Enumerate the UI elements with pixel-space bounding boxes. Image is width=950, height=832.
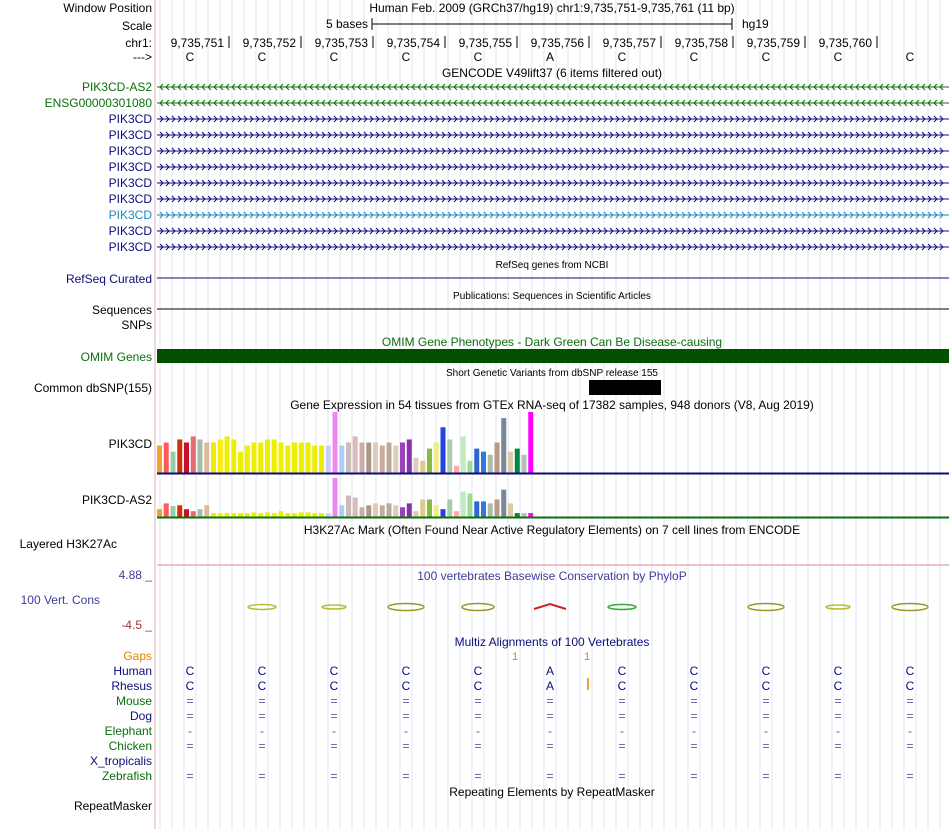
- gtex-tissue-bar[interactable]: [157, 446, 162, 473]
- strand-label: --->: [133, 50, 152, 64]
- alignment-base: C: [329, 664, 339, 678]
- gencode-transcript-label[interactable]: PIK3CD: [108, 192, 152, 206]
- gtex-tissue-bar[interactable]: [225, 513, 230, 517]
- gtex-expression-bars[interactable]: [157, 412, 949, 518]
- scale-bar: [372, 18, 732, 30]
- gtex-tissue-bar[interactable]: [387, 443, 392, 474]
- position-tick-label: 9,735,760: [818, 36, 872, 50]
- species-label[interactable]: Rhesus: [111, 679, 152, 693]
- alignment-base: =: [690, 694, 698, 708]
- position-tick-label: 9,735,753: [314, 36, 368, 50]
- position-tick-label: 9,735,755: [458, 36, 512, 50]
- gtex-tissue-bar[interactable]: [258, 513, 263, 517]
- h3k27ac-track-title: H3K27Ac Mark (Often Found Near Active Regulatory Elements) on 7 cell lines from ENCODE: [303, 523, 801, 537]
- alignment-base: =: [186, 739, 194, 753]
- gtex-tissue-bar[interactable]: [191, 511, 196, 517]
- position-tick-label: 9,735,756: [530, 36, 584, 50]
- gtex-tissue-bar[interactable]: [528, 412, 533, 473]
- gtex-tissue-bar[interactable]: [218, 439, 223, 473]
- gtex-tissue-bar[interactable]: [427, 499, 432, 517]
- alignment-base: C: [689, 679, 699, 693]
- gtex-tissue-bar[interactable]: [326, 513, 331, 517]
- gtex-tissue-bar[interactable]: [231, 513, 236, 517]
- gtex-tissue-bar[interactable]: [292, 513, 297, 517]
- alignment-base: =: [402, 769, 410, 783]
- gtex-tissue-bar[interactable]: [528, 513, 533, 517]
- species-label[interactable]: Elephant: [104, 724, 152, 738]
- dbsnp-variant[interactable]: [589, 380, 661, 395]
- gtex-tissue-bar[interactable]: [211, 513, 216, 517]
- gtex-tissue-bar[interactable]: [252, 512, 257, 517]
- gtex-tissue-bar[interactable]: [265, 439, 270, 473]
- gtex-tissue-bar[interactable]: [495, 443, 500, 474]
- gtex-tissue-bar[interactable]: [373, 443, 378, 474]
- gtex-tissue-bar[interactable]: [198, 509, 203, 517]
- base-letter: C: [473, 50, 483, 64]
- alignment-base: C: [401, 664, 411, 678]
- gencode-transcript-label[interactable]: PIK3CD: [108, 160, 152, 174]
- gtex-tissue-bar[interactable]: [366, 505, 371, 517]
- gencode-transcript-label[interactable]: PIK3CD: [108, 208, 152, 222]
- alignment-base: -: [404, 724, 408, 738]
- alignment-base: C: [689, 664, 699, 678]
- alignment-base: =: [186, 769, 194, 783]
- alignment-base: =: [546, 769, 554, 783]
- gtex-tissue-bar[interactable]: [306, 443, 311, 474]
- gencode-transcript-label[interactable]: PIK3CD: [108, 224, 152, 238]
- gtex-tissue-bar[interactable]: [285, 513, 290, 517]
- alignment-base: C: [761, 679, 771, 693]
- alignment-base: -: [836, 724, 840, 738]
- gtex-tissue-bar[interactable]: [312, 446, 317, 473]
- gtex-tissue-bar[interactable]: [177, 439, 182, 473]
- gtex-tissue-bar[interactable]: [258, 443, 263, 474]
- scale-db: hg19: [742, 17, 769, 31]
- alignment-base: A: [545, 679, 555, 693]
- position-tick-label: 9,735,752: [242, 36, 296, 50]
- gtex-tissue-bar[interactable]: [461, 436, 466, 473]
- species-label[interactable]: Human: [113, 664, 152, 678]
- gtex-tissue-bar[interactable]: [238, 452, 243, 473]
- alignment-base: -: [476, 724, 480, 738]
- gap-count-2: 1: [583, 651, 591, 663]
- alignment-base: =: [546, 694, 554, 708]
- base-letter: A: [545, 50, 555, 64]
- gtex-tissue-bar[interactable]: [488, 455, 493, 473]
- gtex-tissue-bar[interactable]: [407, 503, 412, 517]
- gtex-tissue-bar[interactable]: [522, 513, 527, 517]
- gtex-tissue-bar[interactable]: [393, 446, 398, 473]
- conservation-glyph: [388, 604, 424, 611]
- alignment-base: =: [618, 739, 626, 753]
- publications-track-label[interactable]: Sequences: [91, 303, 152, 317]
- gtex-tissue-bar[interactable]: [252, 443, 257, 474]
- conservation-glyph: [748, 604, 784, 611]
- gencode-transcript-label[interactable]: PIK3CD: [108, 112, 152, 126]
- gtex-tissue-bar[interactable]: [474, 449, 479, 473]
- conservation-glyph: [248, 605, 276, 610]
- base-sequence: [186, 50, 915, 64]
- alignment-base: =: [474, 709, 482, 723]
- alignment-base: =: [618, 709, 626, 723]
- gtex-tissue-bar[interactable]: [488, 503, 493, 517]
- gtex-tissue-bar[interactable]: [454, 511, 459, 517]
- gtex-track-title: Gene Expression in 54 tissues from GTEx RNA-seq of 17382 samples, 948 donors (V8, Aug 2019): [290, 398, 814, 412]
- gencode-transcript-label[interactable]: PIK3CD-AS2: [81, 80, 152, 94]
- gtex-tissue-bar[interactable]: [447, 499, 452, 517]
- gtex-tissue-bar[interactable]: [306, 512, 311, 517]
- conservation-min-label: -4.5 _: [121, 618, 152, 632]
- dbsnp-track-label[interactable]: Common dbSNP(155): [33, 381, 152, 395]
- gtex-tissue-bar[interactable]: [360, 443, 365, 474]
- alignment-base: C: [761, 664, 771, 678]
- species-label[interactable]: Zebrafish: [101, 769, 152, 783]
- gtex-tissue-bar[interactable]: [420, 461, 425, 473]
- gtex-tissue-bar[interactable]: [468, 494, 473, 517]
- gencode-transcript-label[interactable]: PIK3CD: [108, 144, 152, 158]
- alignment-base: C: [617, 679, 627, 693]
- gtex-tissue-bar[interactable]: [441, 509, 446, 517]
- repeatmasker-track-title: Repeating Elements by RepeatMasker: [449, 785, 655, 799]
- gtex-tissue-bar[interactable]: [204, 505, 209, 517]
- alignment-base: C: [473, 664, 483, 678]
- base-letter: C: [185, 50, 195, 64]
- gtex-tissue-bar[interactable]: [333, 478, 338, 517]
- gtex-tissue-bar[interactable]: [171, 506, 176, 517]
- species-label[interactable]: Dog: [129, 709, 152, 723]
- alignment-base: =: [402, 709, 410, 723]
- alignment-base: C: [473, 679, 483, 693]
- gtex-tissue-bar[interactable]: [225, 436, 230, 473]
- gtex-tissue-bar[interactable]: [454, 466, 459, 473]
- alignment-base: =: [258, 769, 266, 783]
- alignment-base: C: [401, 679, 411, 693]
- gtex-tissue-bar[interactable]: [198, 439, 203, 473]
- conservation-glyph: [826, 605, 850, 609]
- omim-track-title: OMIM Gene Phenotypes - Dark Green Can Be Disease-causing: [381, 335, 723, 349]
- gap-count-1: 1: [511, 651, 519, 663]
- gtex-tissue-bar[interactable]: [461, 492, 466, 517]
- gtex-tissue-bar[interactable]: [238, 513, 243, 517]
- gtex-tissue-bar[interactable]: [326, 446, 331, 473]
- gtex-tissue-bar[interactable]: [211, 443, 216, 474]
- base-letter: C: [905, 50, 915, 64]
- base-letter: C: [257, 50, 267, 64]
- alignment-base: A: [545, 664, 555, 678]
- base-letter: C: [689, 50, 699, 64]
- h3k27ac-track-label[interactable]: Layered H3K27Ac: [19, 537, 117, 551]
- conservation-glyph: [608, 605, 636, 610]
- assembly-position: Human Feb. 2009 (GRCh37/hg19) chr1:9,735,751-9,735,761 (11 bp): [369, 1, 735, 15]
- gtex-tissue-bar[interactable]: [400, 443, 405, 474]
- base-letter: C: [833, 50, 843, 64]
- alignment-base: =: [834, 694, 842, 708]
- gencode-track[interactable]: [45, 80, 949, 254]
- gtex-tissue-bar[interactable]: [353, 436, 358, 473]
- gtex-tissue-bar[interactable]: [501, 418, 506, 473]
- omim-track-label[interactable]: OMIM Genes: [80, 350, 152, 364]
- alignment-base: -: [764, 724, 768, 738]
- conservation-max-label: 4.88 _: [118, 568, 152, 582]
- gtex-tissue-bar[interactable]: [508, 503, 513, 517]
- snps-label[interactable]: SNPs: [121, 318, 152, 332]
- gtex-tissue-bar[interactable]: [414, 458, 419, 473]
- alignment-base: =: [762, 709, 770, 723]
- gtex-tissue-bar[interactable]: [272, 439, 277, 473]
- conservation-logo[interactable]: [248, 604, 928, 611]
- gtex-tissue-bar[interactable]: [468, 461, 473, 473]
- gtex-tissue-bar[interactable]: [414, 511, 419, 517]
- gtex-tissue-bar[interactable]: [481, 501, 486, 517]
- alignment-base: -: [260, 724, 264, 738]
- alignment-base: =: [474, 739, 482, 753]
- species-label[interactable]: Chicken: [108, 739, 152, 753]
- gtex-tissue-bar[interactable]: [177, 505, 182, 517]
- alignment-base: -: [908, 724, 912, 738]
- alignment-base: C: [257, 679, 267, 693]
- gtex-tissue-bar[interactable]: [171, 452, 176, 473]
- gtex-tissue-bar[interactable]: [292, 443, 297, 474]
- alignment-base: =: [258, 739, 266, 753]
- position-tick-label: 9,735,757: [602, 36, 656, 50]
- base-letter: C: [617, 50, 627, 64]
- conservation-glyph: [462, 604, 494, 611]
- gtex-tissue-bar[interactable]: [184, 509, 189, 517]
- gtex-tissue-bar[interactable]: [333, 412, 338, 473]
- gtex-tissue-bar[interactable]: [420, 499, 425, 517]
- alignment-base: =: [906, 709, 914, 723]
- gtex-tissue-bar[interactable]: [387, 503, 392, 517]
- gtex-tissue-bar[interactable]: [285, 446, 290, 473]
- conservation-glyph: [534, 604, 566, 609]
- alignment-base: C: [329, 679, 339, 693]
- gtex-tissue-bar[interactable]: [434, 505, 439, 517]
- alignment-base: =: [834, 769, 842, 783]
- position-tick-label: 9,735,751: [170, 36, 224, 50]
- gtex-tissue-bar[interactable]: [353, 498, 358, 518]
- gtex-tissue-bar[interactable]: [366, 443, 371, 474]
- gtex-tissue-bar[interactable]: [380, 446, 385, 473]
- gtex-tissue-bar[interactable]: [339, 446, 344, 473]
- gtex-tissue-bar[interactable]: [279, 443, 284, 474]
- alignment-base: =: [690, 769, 698, 783]
- base-letter: C: [329, 50, 339, 64]
- alignment-base: =: [330, 739, 338, 753]
- alignment-base: =: [906, 694, 914, 708]
- gencode-transcript-label[interactable]: PIK3CD: [108, 128, 152, 142]
- alignment-base: =: [330, 694, 338, 708]
- gtex-tissue-bar[interactable]: [299, 443, 304, 474]
- conservation-track-title: 100 vertebrates Basewise Conservation by PhyloP: [417, 569, 687, 583]
- alignment-base: =: [330, 769, 338, 783]
- alignment-base: =: [474, 694, 482, 708]
- gtex-tissue-bar[interactable]: [157, 509, 162, 517]
- refseq-track-title: RefSeq genes from NCBI: [495, 260, 609, 271]
- gtex-tissue-bar[interactable]: [164, 503, 169, 517]
- alignment-base: =: [906, 739, 914, 753]
- gtex-gene-label-1[interactable]: PIK3CD: [108, 437, 152, 451]
- gtex-tissue-bar[interactable]: [522, 455, 527, 473]
- dbsnp-track-title: Short Genetic Variants from dbSNP release 155: [446, 368, 658, 379]
- gtex-tissue-bar[interactable]: [400, 507, 405, 517]
- alignment-base: =: [762, 694, 770, 708]
- alignment-base: =: [762, 769, 770, 783]
- alignment-base: C: [833, 664, 843, 678]
- gtex-tissue-bar[interactable]: [393, 505, 398, 517]
- alignment-base: C: [185, 679, 195, 693]
- alignment-base: =: [186, 694, 194, 708]
- gtex-tissue-bar[interactable]: [346, 496, 351, 517]
- alignment-base: -: [620, 724, 624, 738]
- gtex-tissue-bar[interactable]: [360, 507, 365, 517]
- chrom-label: chr1:: [125, 36, 152, 50]
- scale-label: Scale: [121, 19, 152, 33]
- alignment-base: =: [762, 739, 770, 753]
- gtex-tissue-bar[interactable]: [191, 436, 196, 473]
- alignment-base: =: [906, 769, 914, 783]
- alignment-base: C: [617, 664, 627, 678]
- alignment-base: =: [258, 709, 266, 723]
- alignment-base: C: [257, 664, 267, 678]
- gtex-tissue-bar[interactable]: [474, 501, 479, 517]
- window-position-label: Window Position: [63, 1, 152, 15]
- gtex-tissue-bar[interactable]: [495, 499, 500, 517]
- base-letter: C: [401, 50, 411, 64]
- gtex-tissue-bar[interactable]: [427, 449, 432, 473]
- gtex-tissue-bar[interactable]: [515, 513, 520, 517]
- alignment-base: =: [834, 739, 842, 753]
- gtex-tissue-bar[interactable]: [184, 443, 189, 474]
- alignment-base: =: [330, 709, 338, 723]
- alignment-base: C: [185, 664, 195, 678]
- alignment-base: =: [546, 739, 554, 753]
- conservation-track-label[interactable]: 100 Vert. Cons: [20, 593, 100, 607]
- gtex-tissue-bar[interactable]: [231, 439, 236, 473]
- publications-track-title: Publications: Sequences in Scientific Articles: [453, 291, 651, 302]
- repeatmasker-track-label[interactable]: RepeatMasker: [73, 799, 152, 813]
- omim-gene-bar[interactable]: [157, 349, 949, 363]
- gtex-tissue-bar[interactable]: [339, 505, 344, 517]
- species-label[interactable]: X_tropicalis: [89, 754, 152, 768]
- gtex-tissue-bar[interactable]: [501, 490, 506, 517]
- alignment-base: =: [402, 694, 410, 708]
- gtex-tissue-bar[interactable]: [481, 452, 486, 473]
- gtex-tissue-bar[interactable]: [447, 439, 452, 473]
- gtex-tissue-bar[interactable]: [319, 446, 324, 473]
- gtex-tissue-bar[interactable]: [279, 511, 284, 517]
- alignment-base: =: [474, 769, 482, 783]
- gtex-tissue-bar[interactable]: [380, 505, 385, 517]
- gtex-tissue-bar[interactable]: [441, 427, 446, 473]
- gtex-tissue-bar[interactable]: [272, 513, 277, 517]
- gtex-tissue-bar[interactable]: [346, 443, 351, 474]
- alignment-base: C: [905, 664, 915, 678]
- gencode-track-title: GENCODE V49lift37 (6 items filtered out): [441, 66, 663, 80]
- gtex-tissue-bar[interactable]: [312, 513, 317, 517]
- alignment-base: C: [905, 679, 915, 693]
- gtex-tissue-bar[interactable]: [434, 443, 439, 474]
- alignment-base: =: [690, 709, 698, 723]
- position-tick-label: 9,735,754: [386, 36, 440, 50]
- gtex-tissue-bar[interactable]: [204, 443, 209, 474]
- gtex-tissue-bar[interactable]: [164, 443, 169, 474]
- refseq-track-label[interactable]: RefSeq Curated: [65, 272, 152, 286]
- alignment-base: =: [618, 694, 626, 708]
- species-label[interactable]: Mouse: [115, 694, 152, 708]
- position-tick-label: 9,735,759: [746, 36, 800, 50]
- alignment-base: =: [834, 709, 842, 723]
- conservation-glyph: [892, 604, 928, 611]
- multiz-track-title: Multiz Alignments of 100 Vertebrates: [454, 635, 650, 649]
- alignment-base: =: [546, 709, 554, 723]
- gtex-tissue-bar[interactable]: [299, 512, 304, 517]
- gtex-tissue-bar[interactable]: [407, 439, 412, 473]
- gtex-tissue-bar[interactable]: [245, 446, 250, 473]
- gtex-tissue-bar[interactable]: [508, 452, 513, 473]
- gtex-tissue-bar[interactable]: [265, 512, 270, 517]
- gtex-tissue-bar[interactable]: [373, 503, 378, 517]
- gtex-tissue-bar[interactable]: [515, 449, 520, 473]
- gtex-tissue-bar[interactable]: [245, 513, 250, 517]
- base-letter: C: [761, 50, 771, 64]
- scale-value: 5 bases: [325, 17, 368, 31]
- gencode-transcript-label[interactable]: PIK3CD: [108, 176, 152, 190]
- gtex-gene-label-2[interactable]: PIK3CD-AS2: [81, 493, 152, 507]
- conservation-glyph: [322, 605, 346, 609]
- alignment-base: =: [258, 694, 266, 708]
- gtex-tissue-bar[interactable]: [218, 513, 223, 517]
- alignment-base: -: [188, 724, 192, 738]
- position-tick-label: 9,735,758: [674, 36, 728, 50]
- alignment-base: =: [402, 739, 410, 753]
- alignment-base: =: [618, 769, 626, 783]
- alignment-base: -: [692, 724, 696, 738]
- gtex-tissue-bar[interactable]: [319, 513, 324, 517]
- alignment-base: C: [833, 679, 843, 693]
- gencode-transcript-label[interactable]: ENSG00000301080: [44, 96, 152, 110]
- alignment-base: =: [690, 739, 698, 753]
- gaps-label: Gaps: [123, 649, 152, 663]
- alignment-base: -: [548, 724, 552, 738]
- position-ruler: [171, 36, 877, 50]
- gencode-transcript-label[interactable]: PIK3CD: [108, 240, 152, 254]
- alignment-base: -: [332, 724, 336, 738]
- alignment-base: =: [186, 709, 194, 723]
- multiz-alignment[interactable]: [90, 664, 915, 783]
